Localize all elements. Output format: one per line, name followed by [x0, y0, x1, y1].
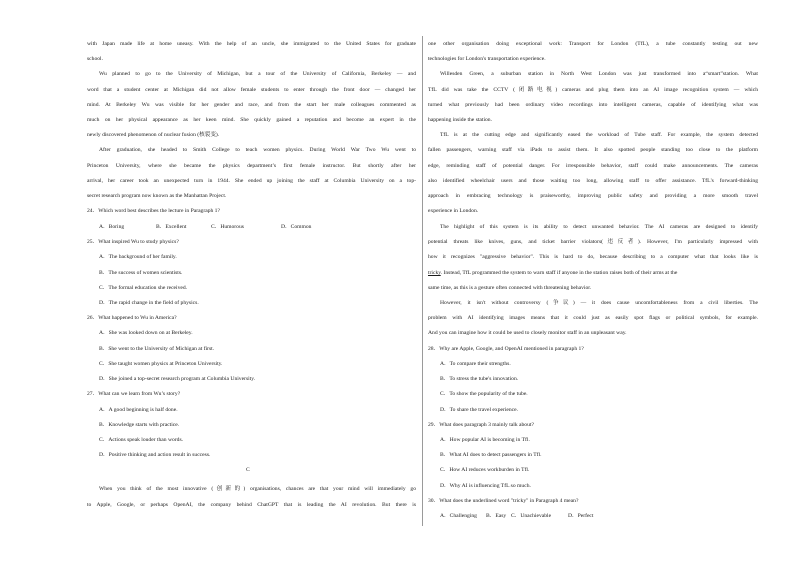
text-line: with Japan made life at home uneasy. With the help of an uncle, she immigrated to the United States for graduate: [87, 41, 416, 47]
question-stem: 29．What does paragraph 3 mainly talk about?: [428, 422, 534, 428]
option-d[interactable]: D．The rapid change in the field of physics.: [99, 300, 199, 306]
text-line: to Apple, Google, or perhaps OpenAI, the company behind ChatGPT that is leading the AI revolution. But there is: [87, 502, 416, 508]
text-line: However, it isn't without controversy (争议) — it does cause uncomfortableness from a civil liberties. The: [440, 300, 758, 306]
text-line: much on her physical appearance as her keen mind. She quickly gained a reputation and become an expert in the: [87, 117, 416, 123]
column-divider: [422, 36, 423, 526]
text-line: fallen passengers, warning staff via iPads to assist them. It also spotted people standing too close to the platform: [428, 147, 758, 153]
right-column: [428, 0, 758, 562]
option-c[interactable]: C．Humorous: [211, 224, 244, 230]
option-d[interactable]: D．Why AI is influencing TfL so much.: [440, 483, 531, 489]
option-b[interactable]: B．To stress the tube's innovation.: [440, 376, 519, 382]
text-line: arrival, her career took an unexpected turn in 1944. She ended up joining the staff at Columbia University on a top-: [87, 178, 416, 184]
text-line: turned what previously had been ordinary video recordings into intelligent cameras, capable of identifying what was: [428, 102, 758, 108]
option-b[interactable]: B．The success of women scientists.: [99, 270, 183, 276]
option-d[interactable]: D．To share the travel experience.: [440, 407, 519, 413]
option-b[interactable]: B．What AI does to detect passengers in Tfl.: [440, 452, 542, 458]
option-d[interactable]: D．Common: [281, 224, 312, 230]
text-line: how it recognizes "aggressive behavior". This is hard to do, because describing to a computer what that looks like is: [428, 254, 758, 260]
text-line: TfL is at the cutting edge and significantly eased the workload of Tube staff. For example, the system detected: [440, 132, 758, 138]
option-a[interactable]: A．To compare their strengths.: [440, 361, 511, 367]
option-c[interactable]: C．Actions speak louder than words.: [99, 437, 184, 443]
text-line: mind. At Berkeley Wu was visible for her gender and race, and from the start her male colleagues commented as: [87, 102, 416, 108]
section-heading-c: C: [246, 467, 250, 473]
text-line: And you can imagine how it could be used to closely monitor staff in an unpleasant way.: [428, 330, 627, 336]
option-c[interactable]: C．To show the popularity of the tube.: [440, 391, 528, 397]
question-stem: 30．What does the underlined word "tricky" in Paragraph 4 mean?: [428, 498, 579, 504]
text-line: word that a student center at Michigan did not allow female students to enter through the front door — changed her: [87, 87, 416, 93]
option-b[interactable]: B．She went to the University of Michigan at first.: [99, 346, 215, 352]
option-b[interactable]: B．Easy: [486, 513, 507, 519]
text-line: problem with AI identifying images means that it could just as easily spot flags or political symbols, for example.: [428, 315, 758, 321]
option-b[interactable]: B．Excellent: [156, 224, 187, 230]
text-line: After graduation, she headed to Smith College to teach women physics. During World War Two Wu went to: [99, 147, 416, 153]
text-line: newly discovered phenomenon of nuclear fusion (核裂变).: [87, 132, 220, 138]
option-a[interactable]: A．A good beginning is half done.: [99, 407, 178, 413]
question-stem: 25．What inspired Wu to study physics?: [87, 239, 179, 245]
option-d[interactable]: D．Perfect: [568, 513, 594, 519]
option-a[interactable]: A．The background of her family.: [99, 254, 177, 260]
question-stem: 28．Why are Apple, Google, and OpenAI mentioned in paragraph 1?: [428, 346, 584, 352]
option-a[interactable]: A．Boring: [99, 224, 125, 230]
option-a[interactable]: A．Challenging: [440, 513, 477, 519]
question-stem: 24．Which word best describes the lecture in Paragraph 1?: [87, 208, 220, 214]
text-line-rest: . Instead, TfL programmed the system to warn staff if anyone in the station raises both of their arms at the: [440, 270, 678, 276]
text-line: Princeton University, where she became the physics department’s first female instructor. But shortly after her: [87, 163, 416, 169]
text-line: When you think of the most innovative (创新的) organisations, chances are that your mind will immediately go: [99, 486, 416, 492]
option-b[interactable]: B．Knowledge starts with practice.: [99, 422, 180, 428]
text-line: also identified wheelchair users and those waiting too long, allowing staff to offer assistance. TfL's forward-thinking: [428, 178, 758, 184]
text-line: happening inside the station.: [428, 117, 493, 123]
option-d[interactable]: D．Positive thinking and action result in success.: [99, 452, 211, 458]
text-line: TfL did was take the CCTV (闭路电视) cameras and plug them into an AI image recognition system — which: [428, 87, 758, 93]
option-d[interactable]: D．She joined a top-secret research program at Columbia University.: [99, 376, 256, 382]
question-stem: 27．What can we learn from Wu’s story?: [87, 391, 181, 397]
option-a[interactable]: A．She was looked down on at Berkeley.: [99, 330, 193, 336]
option-c[interactable]: C．How AI reduces workburden in Tfl.: [440, 467, 530, 473]
text-line: potential threats like knives, guns, and ticket barrier violators(违反者). However, I'm particularly impressed with: [428, 239, 758, 245]
text-line: experience in London.: [428, 208, 479, 214]
question-stem: 26．What happened to Wu in America?: [87, 315, 177, 321]
left-column: [87, 0, 416, 562]
option-a[interactable]: A．How popular AI is becoming in Tfl.: [440, 437, 530, 443]
text-line: same time, as this is a gesture often connected with threatening behavior.: [428, 285, 592, 291]
text-line: [428, 271, 677, 277]
text-line: The highlight of this system is its ability to detect unwanted behavior. The AI cameras are designed to identify: [440, 224, 758, 230]
option-c[interactable]: C．The formal education she received.: [99, 285, 188, 291]
text-line: Wu planned to go to the University of Michigan, but a tour of the University of California, Berkeley — and: [99, 71, 416, 77]
text-line: edge, reminding staff of potential danger. For irresponsible behavior, staff could make announcements. The cameras: [428, 163, 758, 169]
text-line: technologies for London's transportation experience.: [428, 56, 546, 62]
text-line: secret research program now known as the Manhattan Project.: [87, 193, 227, 199]
underlined-word-tricky: tricky: [428, 270, 441, 276]
text-line: one other organisation doing exceptional work: Transport for London (TfL), a tube constantly testing out new: [428, 41, 758, 47]
text-line: school.: [87, 56, 104, 62]
option-c[interactable]: C．She taught women physics at Princeton University.: [99, 361, 223, 367]
text-line: approach in embracing technology is praiseworthy, improving public safety and providing a more smooth travel: [428, 193, 758, 199]
text-line: Willesden Green, a suburban station in North West London was just transformed into a“smart”station. What: [440, 71, 758, 77]
option-c[interactable]: C．Unachievable: [511, 513, 552, 519]
